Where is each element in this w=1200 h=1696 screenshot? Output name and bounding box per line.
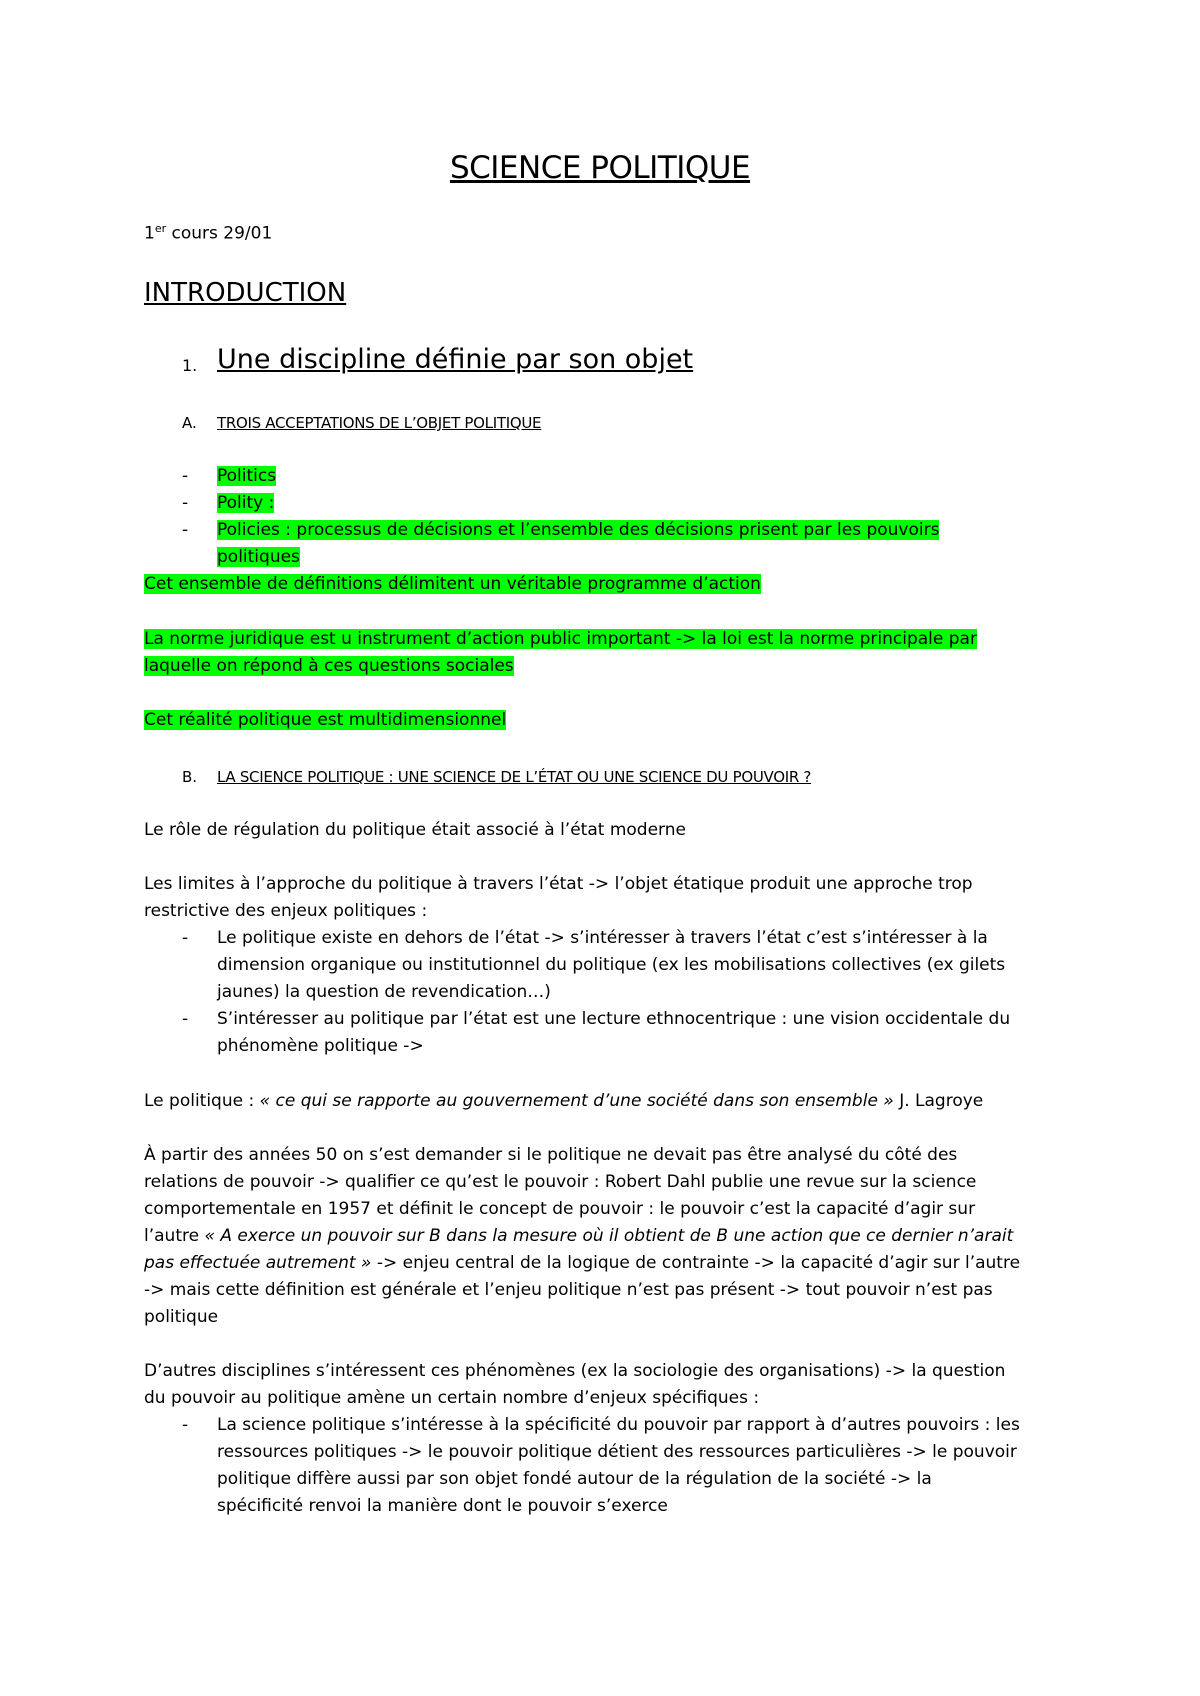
quote-line (144, 1088, 983, 1115)
heading-discipline: Une discipline définie par son objet (217, 344, 694, 375)
bullet-text: S’intéresser au politique par l’état est une lecture ethnocentrique : une vision occidentale du (217, 1009, 1011, 1029)
text-run: l’autre (144, 1226, 205, 1246)
quote-author: J. Lagroye (893, 1091, 984, 1111)
bullet-text-cont: jaunes) la question de revendication…) (217, 982, 551, 1002)
course-text: cours 29/01 (166, 223, 273, 244)
body-paragraph: Les limites à l’approche du politique à travers l’état -> l’objet étatique produit une approche trop (144, 874, 973, 894)
body-paragraph-cont: restrictive des enjeux politiques : (144, 901, 428, 921)
subheading-b: LA SCIENCE POLITIQUE : UNE SCIENCE DE L’ÉTAT OU UNE SCIENCE DU POUVOIR ? (217, 768, 812, 786)
bullet-dash: - (182, 493, 189, 513)
quote-italic: « ce qui se rapporte au gouvernement d’une société dans son ensemble » (259, 1091, 894, 1111)
subheading-a: TROIS ACCEPTATIONS DE L’OBJET POLITIQUE (217, 414, 542, 432)
highlight-paragraph-3: Cet réalité politique est multidimensionnel (144, 710, 507, 730)
bullet-dash: - (182, 1415, 189, 1435)
bullet-policies-cont: politiques (217, 547, 300, 567)
bullet-policies: Policies : processus de décisions et l’ensemble des décisions prisent par les pouvoirs (217, 520, 940, 540)
bullet-dash: - (182, 928, 189, 948)
bullet-text-cont: ressources politiques -> le pouvoir politique détient des ressources particulières -> le pouvoir (217, 1442, 1017, 1462)
italic-run: pas effectuée autrement » (144, 1253, 372, 1273)
body-paragraph: Le rôle de régulation du politique était associé à l’état moderne (144, 820, 686, 840)
bullet-text-cont: politique diffère aussi par son objet fondé autour de la régulation de la société -> la (217, 1469, 932, 1489)
body-paragraph-cont (144, 1250, 1020, 1277)
body-paragraph-cont: comportementale en 1957 et définit le concept de pouvoir : le pouvoir c’est la capacité d’agir sur (144, 1199, 976, 1219)
body-paragraph-cont: du pouvoir au politique amène un certain nombre d’enjeux spécifiques : (144, 1388, 760, 1408)
bullet-text: Le politique existe en dehors de l’état -> s’intéresser à travers l’état c’est s’intéresser à la (217, 928, 988, 948)
italic-run: « A exerce un pouvoir sur B dans la mesure où il obtient de B une action que ce dernier n’arait (204, 1226, 1014, 1246)
document-title: SCIENCE POLITIQUE (449, 150, 751, 186)
body-paragraph: À partir des années 50 on s’est demander si le politique ne devait pas être analysé du côté des (144, 1145, 958, 1165)
highlight-paragraph-2-cont: laquelle on répond à ces questions sociales (144, 656, 514, 676)
body-paragraph-cont (144, 1223, 1013, 1250)
body-paragraph-cont: relations de pouvoir -> qualifier ce qu’est le pouvoir : Robert Dahl publie une revue sur la science (144, 1172, 977, 1192)
bullet-polity: Polity : (217, 493, 275, 513)
heading-number: 1. (182, 356, 198, 375)
course-number: 1 (144, 223, 155, 244)
quote-prefix: Le politique : (144, 1091, 260, 1111)
bullet-dash: - (182, 1009, 189, 1029)
course-superscript: er (154, 222, 167, 235)
bullet-dash: - (182, 520, 189, 540)
section-heading-introduction: INTRODUCTION (144, 278, 347, 308)
highlight-paragraph-1: Cet ensemble de définitions délimitent un véritable programme d’action (144, 574, 761, 594)
highlight-paragraph-2: La norme juridique est u instrument d’action public important -> la loi est la norme principale par (144, 629, 977, 649)
bullet-politics: Politics (217, 466, 277, 486)
text-run: -> enjeu central de la logique de contrainte -> la capacité d’agir sur l’autre (371, 1253, 1021, 1273)
bullet-dash: - (182, 466, 189, 486)
body-paragraph-cont: -> mais cette définition est générale et l’enjeu politique n’est pas présent -> tout pouvoir n’est pas (144, 1280, 993, 1300)
body-paragraph-cont: politique (144, 1307, 219, 1327)
bullet-text: La science politique s’intéresse à la spécificité du pouvoir par rapport à d’autres pouvoirs : les (217, 1415, 1020, 1435)
bullet-text-cont: dimension organique ou institutionnel du politique (ex les mobilisations collectives (ex gilets (217, 955, 1006, 975)
bullet-text-cont: spécificité renvoi la manière dont le pouvoir s’exerce (217, 1496, 668, 1516)
subheading-letter-b: B. (182, 768, 198, 786)
bullet-text-cont: phénomène politique -> (217, 1036, 424, 1056)
body-paragraph: D’autres disciplines s’intéressent ces phénomènes (ex la sociologie des organisations) -> la question (144, 1361, 1006, 1381)
course-date (144, 222, 272, 244)
subheading-letter-a: A. (182, 414, 197, 432)
